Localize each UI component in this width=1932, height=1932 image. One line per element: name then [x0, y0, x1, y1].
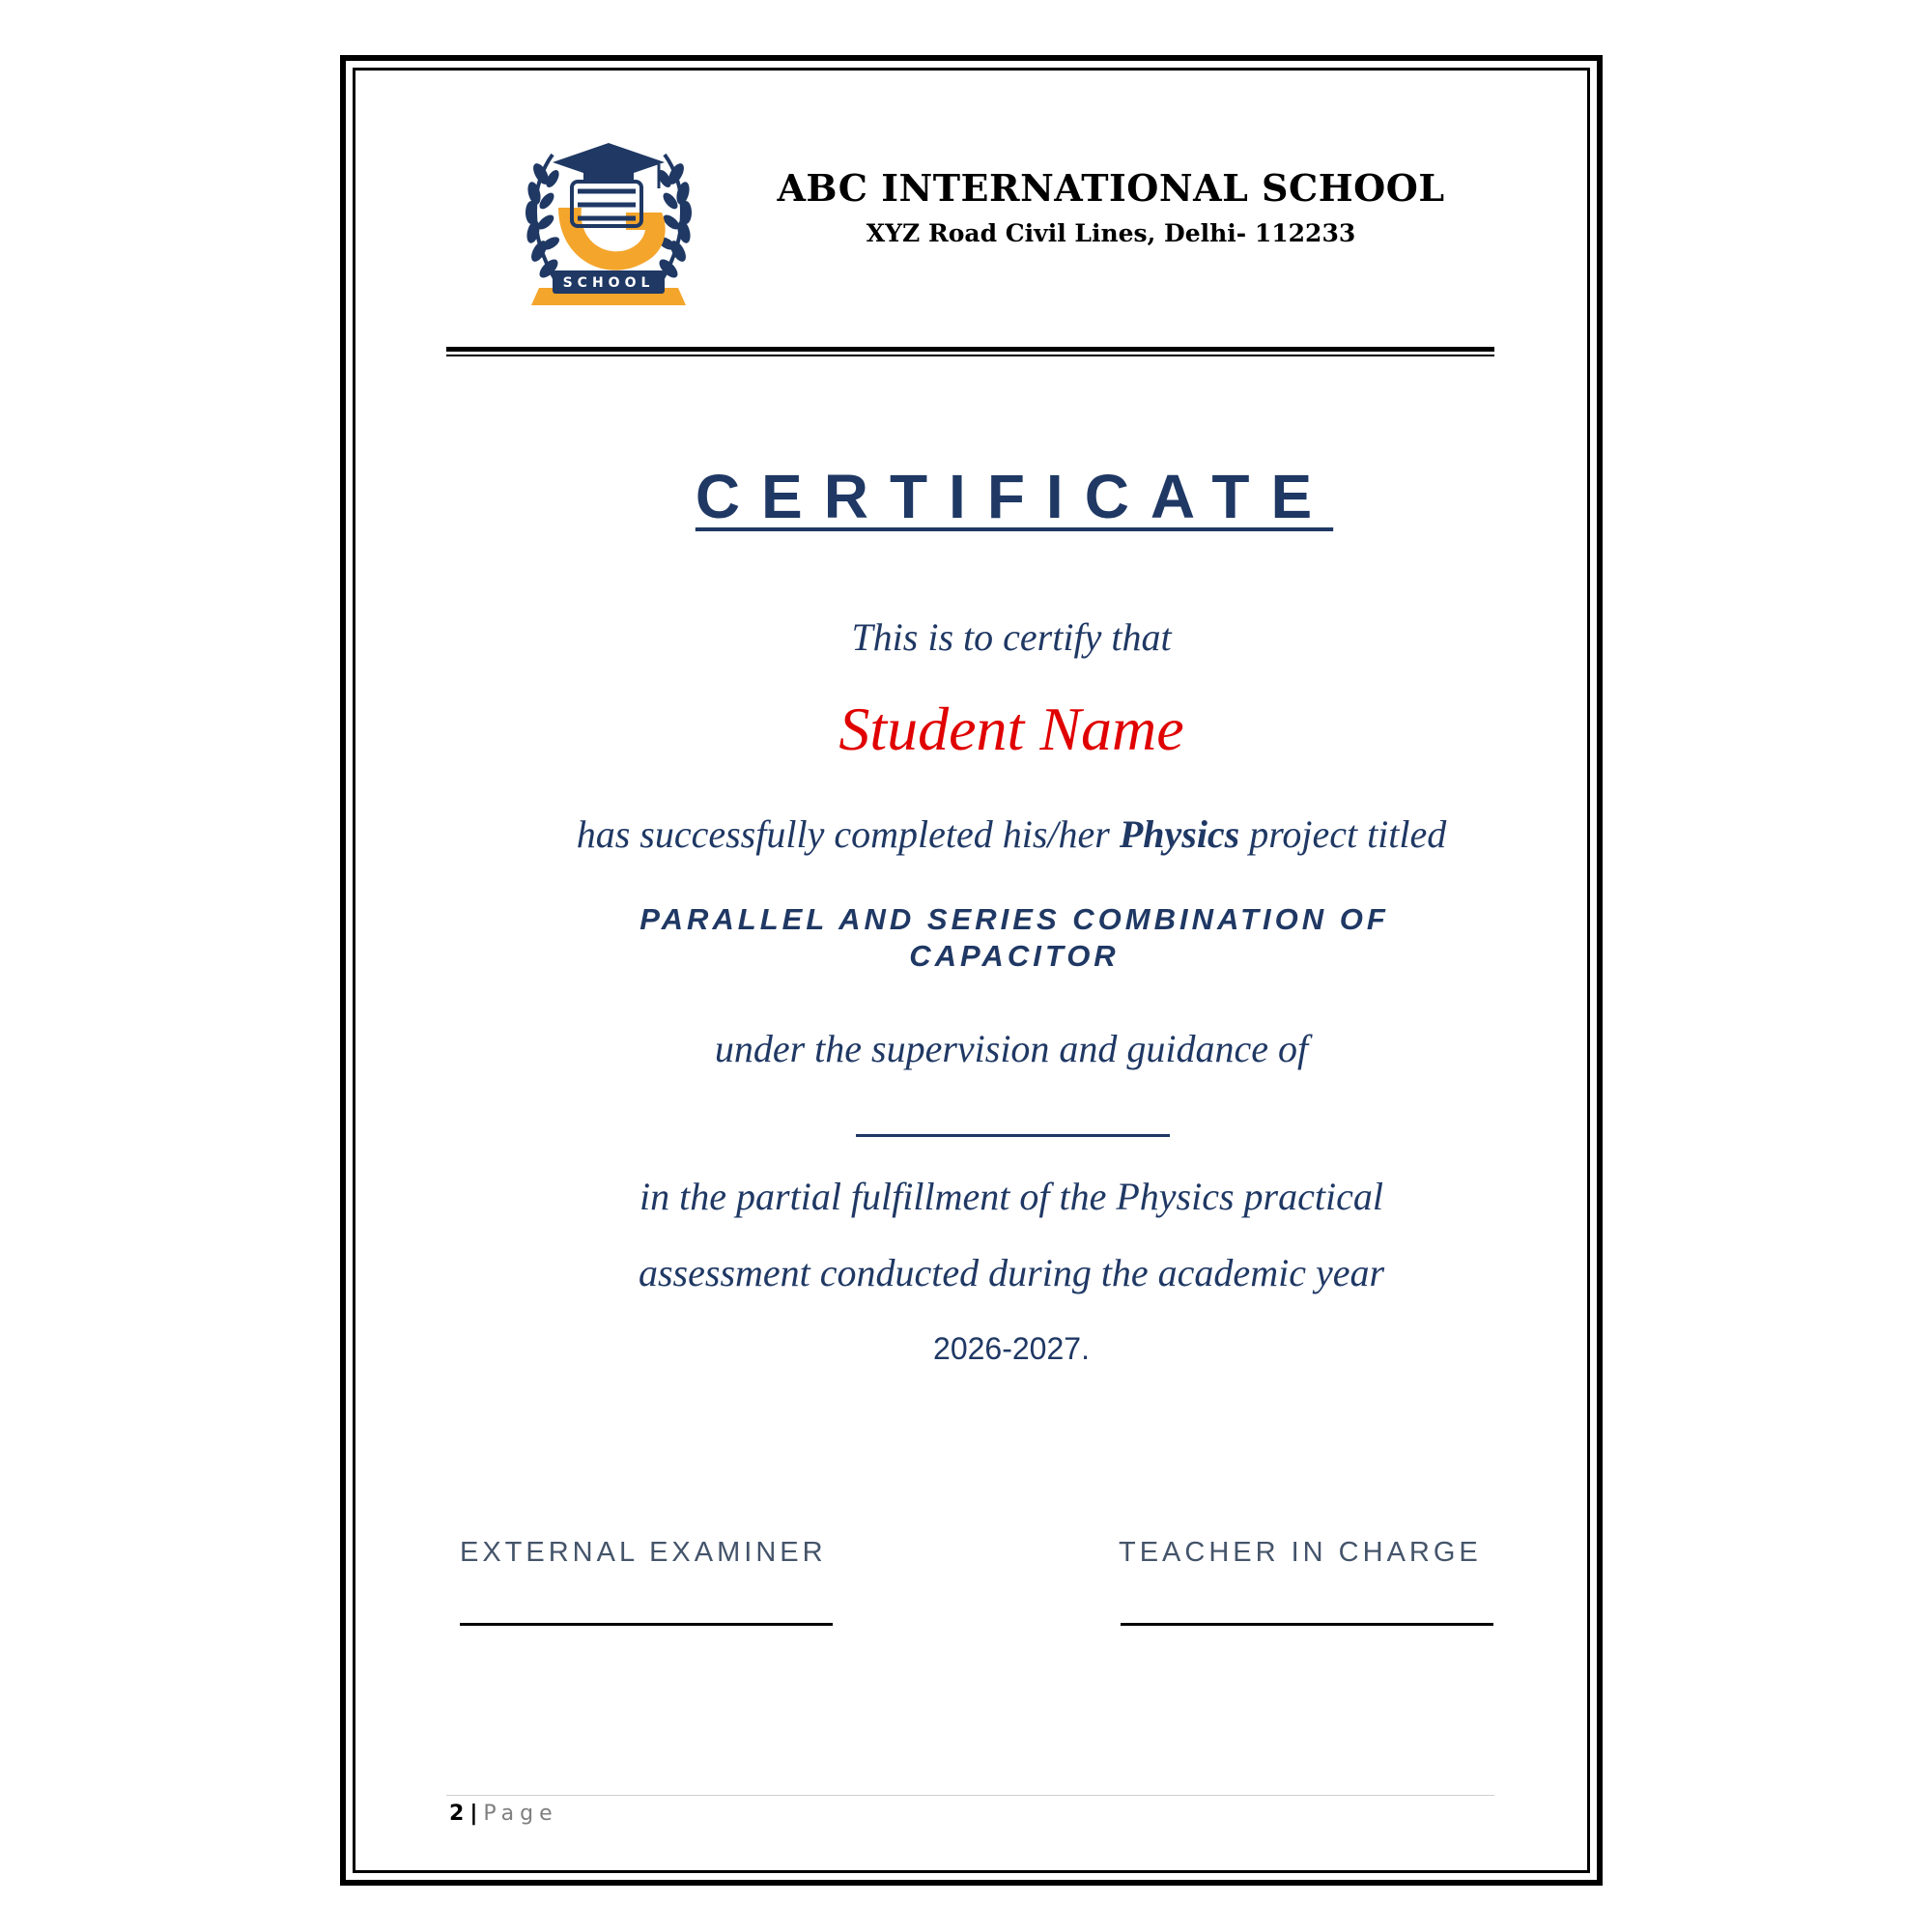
school-logo	[502, 116, 715, 328]
certificate-title	[512, 461, 1517, 532]
header-divider-thick	[446, 347, 1494, 352]
supervision-line: under the supervision and guidance of	[714, 1027, 1309, 1070]
project-title: PARALLEL AND SERIES COMBINATION OF CAPACITOR	[639, 902, 1389, 973]
subject-name: Physics	[1119, 812, 1240, 856]
fulfillment-line: in the partial fulfillment of the Physics practical	[639, 1175, 1383, 1218]
teacher-in-charge-label: TEACHER IN CHARGE	[1119, 1537, 1482, 1568]
certificate-title-text: CERTIFICATE	[695, 462, 1334, 531]
external-examiner-signature-line	[460, 1623, 833, 1626]
page-number: 2	[449, 1802, 465, 1826]
page-footer	[449, 1802, 558, 1826]
assessment-line: assessment conducted during the academic year	[638, 1251, 1385, 1294]
header-divider-thin	[446, 355, 1494, 356]
laurel-left-icon	[525, 155, 561, 281]
page-word: Page	[483, 1802, 558, 1826]
student-name: Student Name	[838, 695, 1184, 763]
teacher-signature-line	[1121, 1623, 1493, 1626]
logo-text: SCHOOL	[562, 275, 655, 291]
academic-year: 2026-2027.	[933, 1331, 1090, 1366]
footer-separator: |	[469, 1802, 478, 1826]
completion-line	[446, 811, 1577, 857]
footer-divider	[446, 1795, 1494, 1796]
completion-prefix: has successfully completed his/her	[576, 812, 1120, 856]
supervisor-signature-line	[856, 1134, 1170, 1137]
certify-line: This is to certify that	[851, 615, 1172, 659]
completion-suffix: project titled	[1239, 812, 1447, 856]
school-name: ABC INTERNATIONAL SCHOOL	[777, 166, 1445, 210]
external-examiner-label: EXTERNAL EXAMINER	[460, 1537, 827, 1568]
graduation-cap-icon	[553, 143, 665, 188]
school-address: XYZ Road Civil Lines, Delhi- 112233	[866, 219, 1356, 247]
